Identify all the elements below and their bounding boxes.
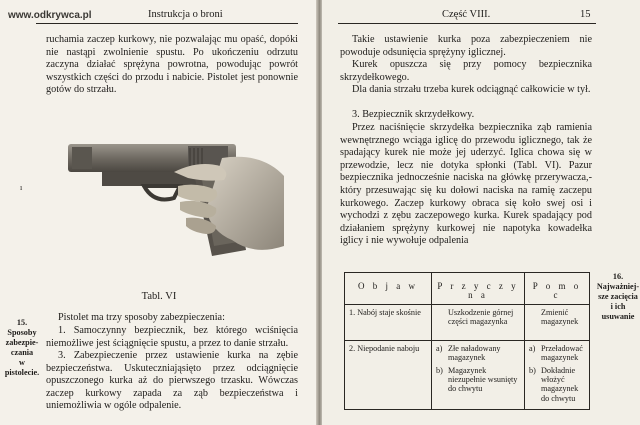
margin-note-line: Najważniej-	[596, 282, 640, 291]
right-paragraph-3: Dla dania strzału trzeba kurek odciągnąć całkowicie w tył.	[352, 84, 591, 95]
remedy-item	[529, 308, 585, 327]
page-header-title: Instrukcja o broni	[148, 9, 223, 20]
column-header-symptom: O b j a w	[345, 273, 432, 305]
margin-note-15	[2, 318, 42, 378]
remedy-cell	[525, 340, 590, 409]
item-marker	[529, 308, 537, 327]
item-text: Uszkodzenie górnej części magazynka	[448, 307, 514, 327]
table-row	[345, 340, 590, 409]
margin-note-line: Sposoby	[7, 328, 37, 337]
right-paragraph-2: Kurek opuszcza się przy pomocy bezpiecznika skrzydełkowego.	[340, 59, 592, 83]
right-paragraph-1: Takie ustawienie kurka poza zabezpieczeniem nie powoduje odsunięcia sprężyny iglicznej.	[340, 34, 592, 58]
margin-note-line: w pistolecie.	[4, 358, 40, 377]
margin-note-line: i ich	[610, 302, 626, 311]
cause-cell	[432, 304, 525, 340]
header-rule	[36, 23, 298, 24]
header-rule	[338, 23, 596, 24]
right-paragraph-5: Przez naciśnięcie skrzydełka bezpiecznika ząb ramienia wewnętrznego wciąga iglicę do przewodu iglicznego, tak że spadający kurek nie może jej uderzyć. Iglica chowa się w przewodzie, lecz nie dotyka spłonki (Tabl. VI). Pazur bezpiecznika jednocześnie naciska na główkę przerywacza,- który przesuwając się ku dołowi naciska na ramię zaczepu kurkowego. Zaczep kurkowy obraca się koło swej osi i wychodzi z zębu zaczepowego kurka. Kurek spadający pod działaniem sprężyny kurkowej nie napotyka kowadełka iglicy i nie wywołuje odpalenia	[340, 122, 592, 247]
margin-note-number: 16.	[612, 272, 624, 281]
cause-item	[436, 366, 520, 394]
column-header-cause: P r z y c z y n a	[432, 273, 525, 305]
symptom-cell: 1. Nabój staje skośnie	[345, 304, 432, 340]
margin-note-line: zabezpie-	[5, 338, 39, 347]
margin-note-number: 15.	[16, 318, 28, 327]
body-paragraph-1: Pistolet ma trzy sposoby zabezpieczenia:	[58, 312, 225, 323]
margin-note-line: czania	[10, 348, 34, 357]
cause-item	[436, 344, 520, 363]
item-text: Złe naładowany magazynek	[448, 343, 501, 363]
item-marker: b)	[436, 365, 443, 375]
body-paragraph-3: 3. Zabezpieczenie przez ustawienie kurka na zębie bezpieczeństwa. Uskuteczniająsięto przez odciągnięcie opuszczonego kurka aż do pierwszego trzasku. Wówczas zaczep kurkowy zapada za ząb bezpieczeństwa i uniemożliwia w ogóle odpalenie.	[46, 350, 298, 412]
margin-note-16	[594, 272, 640, 322]
jam-remedy-table	[344, 272, 590, 410]
item-marker: a)	[436, 343, 443, 353]
stray-mark: ı	[20, 183, 23, 192]
right-paragraph-4: 3. Bezpiecznik skrzydełkowy.	[352, 109, 475, 120]
body-paragraph-2: 1. Samoczynny bezpiecznik, bez którego wciśnięcia niemożliwe jest ściągnięcie spustu, a przez to danie strzału.	[46, 325, 298, 349]
item-text: Dokładnie włożyć magazynek do chwytu	[541, 365, 579, 403]
remedy-cell	[525, 304, 590, 340]
watermark: www.odkrywca.pl	[8, 10, 92, 21]
top-paragraph: ruchamia zaczep kurkowy, nie pozwalając mu opaść, dopóki nie nastąpi zwolnienie spustu. Po ukończeniu odrzutu zaczyna działać sprężyna powrotna, powodując powrót wszystkich części do przodu i nabicie. Pistolet jest ponownie gotów do strzału.	[46, 34, 298, 96]
cause-cell	[432, 340, 525, 409]
pistol-in-hand-photo	[62, 128, 284, 270]
page-number: 15	[580, 9, 591, 20]
item-marker: b)	[529, 365, 536, 375]
left-page	[0, 0, 318, 425]
item-marker	[436, 308, 444, 327]
remedy-item	[529, 366, 585, 404]
table-row	[345, 304, 590, 340]
table-header-row	[345, 273, 590, 305]
item-marker: a)	[529, 343, 536, 353]
figure-caption: Tabl. VI	[141, 291, 177, 302]
margin-note-line: sze zacięcia	[598, 292, 638, 301]
cause-item	[436, 308, 520, 327]
item-text: Magazynek niezupełnie wsunięty do chwytu	[448, 365, 518, 394]
margin-note-line: usuwanie	[601, 312, 635, 321]
item-text: Przeładować magazynek	[541, 343, 583, 363]
column-header-remedy: P o m o c	[525, 273, 590, 305]
item-text: Zmienić magazynek	[541, 307, 579, 327]
remedy-item	[529, 344, 585, 363]
page-header-title: Część VIII.	[442, 9, 491, 20]
symptom-cell: 2. Niepodanie naboju	[345, 340, 432, 409]
